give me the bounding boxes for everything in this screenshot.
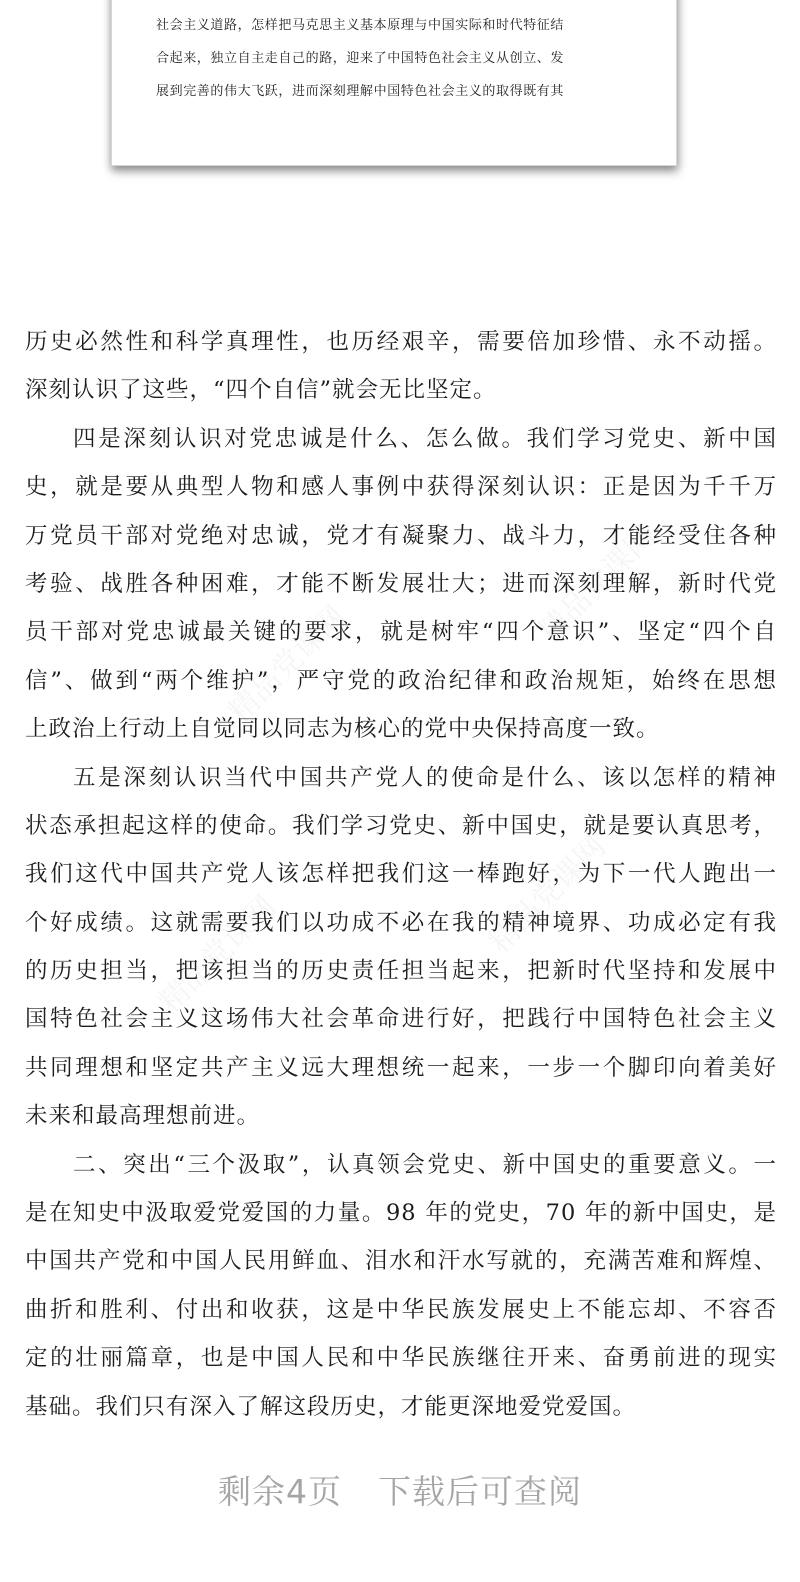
text-line: 员干部对党忠诚最关键的要求，就是树牢“四个意识”、坚定“四个自 <box>25 619 777 646</box>
text-line: 共同理想和坚定共产主义远大理想统一起来，一步一个脚印向着美好 <box>25 1054 777 1081</box>
text-line: 万党员干部对党绝对忠诚，党才有凝聚力、战斗力，才能经受住各种 <box>25 522 777 549</box>
text-line: 历史必然性和科学真理性，也历经艰辛，需要倍加珍惜、永不动摇。 <box>25 329 777 355</box>
text-line: 定的壮丽篇章，也是中国人民和中华民族继往开来、奋勇前进的现实 <box>25 1345 777 1372</box>
watermark: 精品党课网 <box>482 829 613 960</box>
text-line: 曲折和胜利、付出和收获，这是中华民族发展史上不能忘却、不容否 <box>25 1296 777 1323</box>
text-line: 未来和最高理想前进。 <box>25 1103 261 1130</box>
download-to-view-label: 下载后可查阅 <box>378 1472 582 1511</box>
text-line: 信”、做到“两个维护”，严守党的政治纪律和政治规矩，始终在思想 <box>25 667 777 694</box>
text-line: 史，就是要从典型人物和感人事例中获得深刻认识：正是因为千千万 <box>25 474 777 501</box>
text-line: 上政治上行动上自觉同以同志为核心的党中央保持高度一致。 <box>25 716 660 743</box>
preview-line: 展到完善的伟大飞跃，进而深刻理解中国特色社会主义的取得既有其 <box>156 84 565 99</box>
watermark: 精品党课网 <box>532 519 663 650</box>
watermark: 精品党课网 <box>152 889 283 1020</box>
watermark: 精品党课网 <box>222 599 353 730</box>
text-line: 我们这代中国共产党人该怎样把我们这一棒跑好，为下一代人跑出一 <box>25 861 777 888</box>
text-line: 深刻认识了这些，“四个自信”就会无比坚定。 <box>25 377 497 404</box>
document-body <box>25 318 777 1431</box>
text-line: 基础。我们只有深入了解这段历史，才能更深地爱党爱国。 <box>25 1393 637 1420</box>
text-line: 的历史担当，把该担当的历史责任担当起来，把新时代坚持和发展中 <box>25 958 777 985</box>
preview-line: 社会主义道路，怎样把马克思主义基本原理与中国实际和时代特征结 <box>156 18 565 33</box>
text-line: 五是深刻认识当代中国共产党人的使命是什么、该以怎样的精神 <box>73 764 777 791</box>
download-to-read-more-button[interactable] <box>0 1466 800 1513</box>
previous-page-preview <box>111 0 677 166</box>
text-line: 状态承担起这样的使命。我们学习党史、新中国史，就是要认真思考， <box>25 812 777 839</box>
text-line: 四是深刻认识对党忠诚是什么、怎么做。我们学习党史、新中国 <box>73 425 777 452</box>
text-line: 二、突出“三个汲取”，认真领会党史、新中国史的重要意义。一 <box>73 1151 777 1178</box>
preview-line: 合起来，独立自主走自己的路，迎来了中国特色社会主义从创立、发 <box>156 51 565 66</box>
text-line: 个好成绩。这就需要我们以功成不必在我的精神境界、功成必定有我 <box>25 909 777 936</box>
text-line: 是在知史中汲取爱党爱国的力量。98 年的党史，70 年的新中国史，是 <box>25 1200 777 1227</box>
text-line: 国特色社会主义这场伟大社会革命进行好，把践行中国特色社会主义 <box>25 1006 777 1033</box>
remaining-pages-label: 剩余4页 <box>218 1472 342 1511</box>
preview-text <box>156 9 648 108</box>
text-line: 考验、战胜各种困难，才能不断发展壮大；进而深刻理解，新时代党 <box>25 570 777 597</box>
text-line: 中国共产党和中国人民用鲜血、泪水和汗水写就的，充满苦难和辉煌、 <box>25 1248 777 1275</box>
